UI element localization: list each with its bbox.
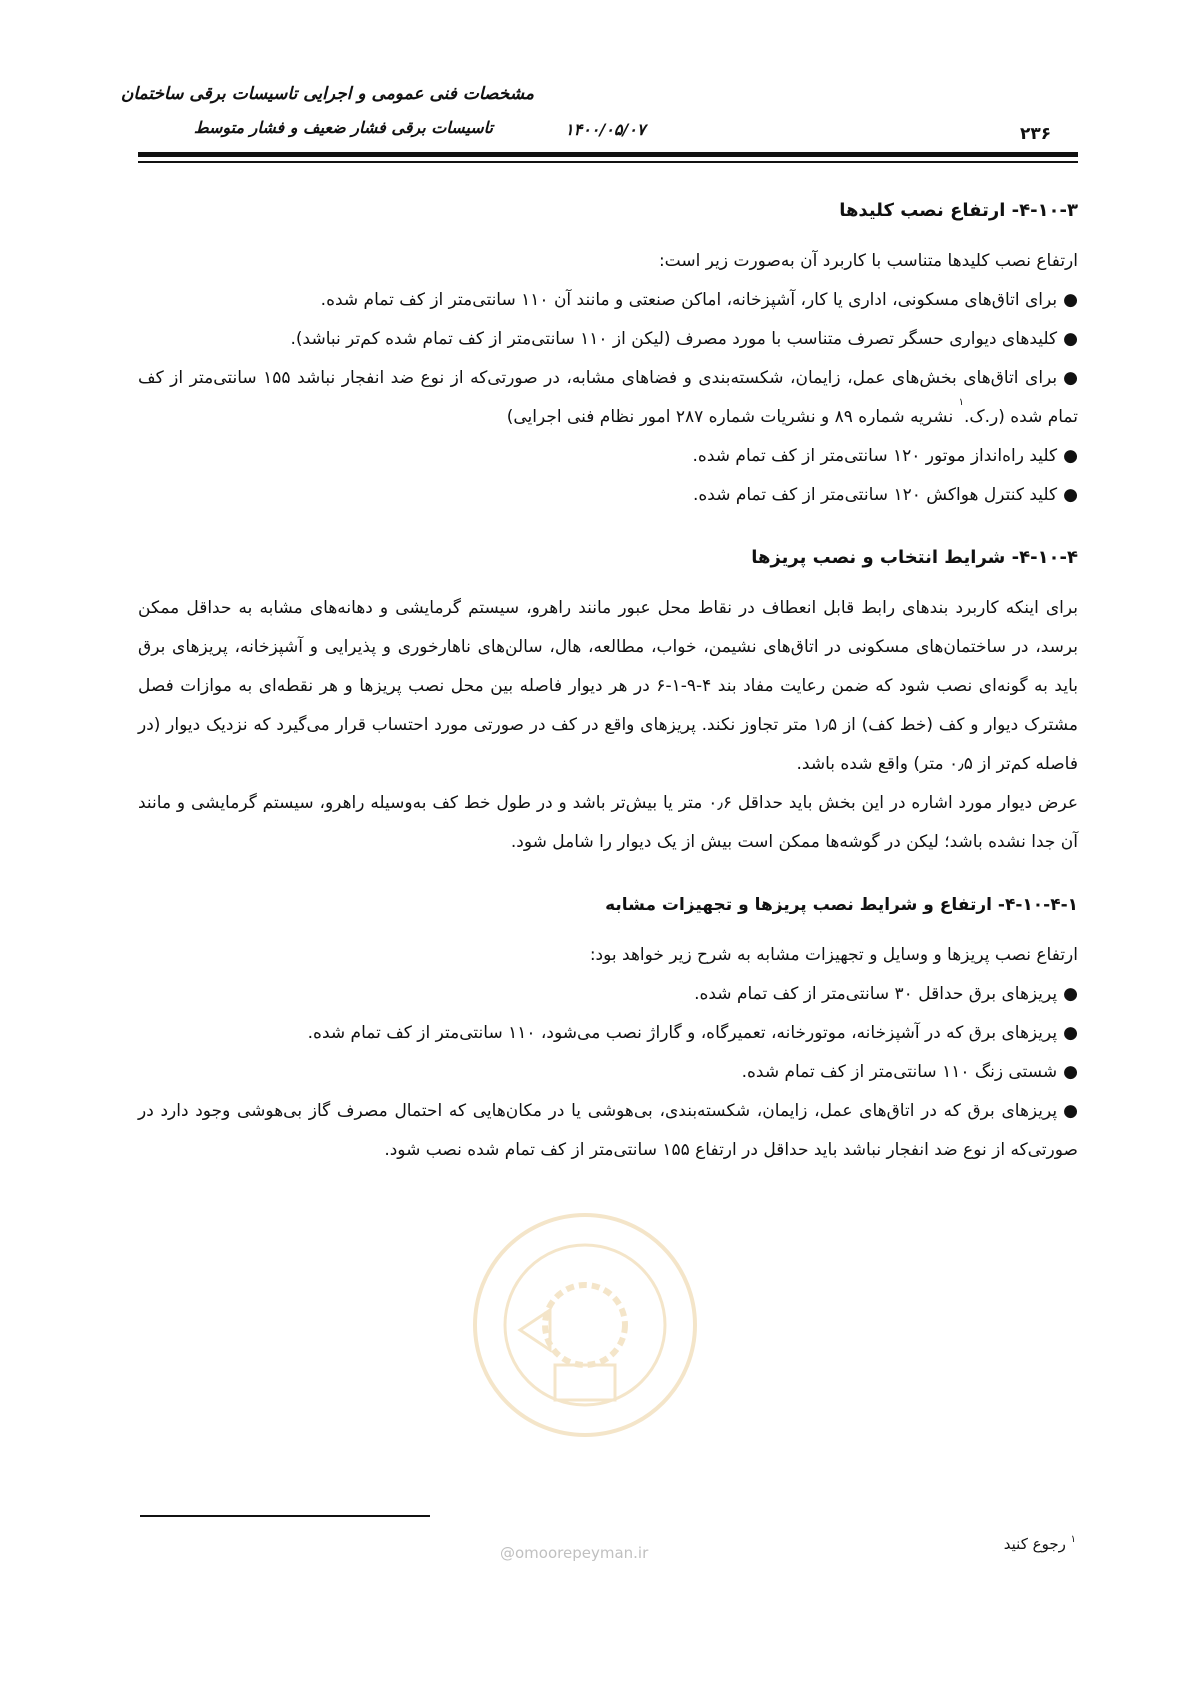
section-gap <box>138 515 1078 531</box>
header-rule-thin <box>138 161 1078 163</box>
list-item <box>138 320 1078 359</box>
bullet-icon: ● <box>1063 368 1078 388</box>
list-item <box>138 281 1078 320</box>
list-item-text: نشریه شماره ۸۹ و نشریات شماره ۲۸۷ امور نظام فنی اجرایی) <box>506 407 954 427</box>
list-item-text: کلیدهای دیواری حسگر تصرف متناسب با مورد مصرف (لیکن از ۱۱۰ سانتی‌متر از کف تمام شده کم‌تر نباشد). <box>290 329 1058 349</box>
list-item-text: شستی زنگ ۱۱۰ سانتی‌متر از کف تمام شده. <box>741 1062 1058 1082</box>
list-item-text: کلید کنترل هواکش ۱۲۰ سانتی‌متر از کف تمام شده. <box>692 485 1058 505</box>
list-item <box>138 1092 1078 1170</box>
section-gap <box>138 862 1078 878</box>
list-item <box>138 437 1078 476</box>
header-subtitle: تاسیسات برقی فشار ضعیف و فشار متوسط <box>193 118 493 137</box>
section-heading-4-10-3: ۴-۱۰-۳- ارتفاع نصب کلیدها <box>839 200 1078 221</box>
list-item-text: برای اتاق‌های مسکونی، اداری یا کار، آشپزخانه، اماکن صنعتی و مانند آن ۱۱۰ سانتی‌متر از کف تمام شده. <box>320 290 1058 310</box>
list-item <box>138 476 1078 515</box>
list-item <box>138 1014 1078 1053</box>
footnote-ref[interactable]: ۱ <box>958 397 964 408</box>
watermark-seal-icon <box>460 1200 710 1450</box>
list-item <box>138 359 1078 437</box>
list-item-text: برای اتاق‌های بخش‌های عمل، زایمان، شکسته‌بندی و فضاهای مشابه، در صورتی‌که از نوع ضد انفجار نباشد ۱۵۵ سانتی‌متر از کف تمام شده (ر.ک. <box>138 368 1078 427</box>
list-item-text: پریزهای برق حداقل ۳۰ سانتی‌متر از کف تمام شده. <box>694 984 1058 1004</box>
bullet-icon: ● <box>1063 1062 1078 1082</box>
paragraph: برای اینکه کاربرد بندهای رابط قابل انعطاف در نقاط محل عبور مانند راهرو، سیستم گرمایشی و دهانه‌های مشابه به حداقل ممکن برسد، در ساختمان‌های مسکونی در اتاق‌های نشیمن، خواب، مطالعه، هال، سالن‌های ناهارخوری و پذیرایی و آشپزخانه، پریزهای برق باید به گونه‌ای نصب شود که ضمن رعایت مفاد بند ۴-۹-۱-۶ در هر دیوار فاصله بین محل نصب پریزها و هر نقطه‌ای به موازات فصل مشترک دیوار و کف (خط کف) از ۱٫۵ متر تجاوز نکند. پریزهای واقع در کف در صورتی مورد احتساب قرار می‌گیرد که نزدیک دیوار (در فاصله کم‌تر از ۰٫۵ متر) واقع شده باشد. <box>138 598 1078 774</box>
footnote-number: ۱ <box>1070 1534 1076 1545</box>
page-number: ۲۳۶ <box>1020 124 1052 144</box>
list-item <box>138 1053 1078 1092</box>
paragraph: عرض دیوار مورد اشاره در این بخش باید حداقل ۰٫۶ متر یا بیش‌تر باشد و در طول خط کف به‌وسیله راهرو، سیستم گرمایشی و مانند آن جدا نشده باشد؛ لیکن در گوشه‌ها ممکن است بیش از یک دیوار را شامل شود. <box>138 793 1078 852</box>
list-item-text: کلید راه‌انداز موتور ۱۲۰ سانتی‌متر از کف تمام شده. <box>692 446 1058 466</box>
header-date: ۱۴۰۰/۰۵/۰۷ <box>565 120 646 139</box>
header-rule-thick <box>138 152 1078 157</box>
bullet-icon: ● <box>1063 329 1078 349</box>
header-title: مشخصات فنی عمومی و اجرایی تاسیسات برقی ساختمان <box>120 84 534 104</box>
bullet-icon: ● <box>1063 984 1078 1004</box>
section-heading-4-10-4: ۴-۱۰-۴- شرایط انتخاب و نصب پریزها <box>751 547 1078 568</box>
list-item <box>138 975 1078 1014</box>
body-content <box>138 184 1078 1170</box>
bullet-icon: ● <box>1063 1101 1078 1121</box>
section-intro: ارتفاع نصب کلیدها متناسب با کاربرد آن به‌صورت زیر است: <box>658 251 1078 271</box>
section-heading-4-10-4-1: ۴-۱۰-۴-۱- ارتفاع و شرایط نصب پریزها و تجهیزات مشابه <box>605 895 1078 915</box>
section-intro: ارتفاع نصب پریزها و وسایل و تجهیزات مشابه به شرح زیر خواهد بود: <box>589 945 1078 965</box>
watermark-site: @omoorepeyman.ir <box>500 1544 649 1562</box>
list-item-text: پریزهای برق که در اتاق‌های عمل، زایمان، شکسته‌بندی، بی‌هوشی یا در مکان‌هایی که احتمال مصرف گاز بی‌هوشی وجود دارد در صورتی‌که از نوع ضد انفجار نباشد باید حداقل در ارتفاع ۱۵۵ سانتی‌متر از کف تمام شده نصب شود. <box>138 1101 1078 1160</box>
bullet-icon: ● <box>1063 1023 1078 1043</box>
footnote-text: رجوع کنید <box>1003 1535 1066 1553</box>
bullet-icon: ● <box>1063 485 1078 505</box>
list-item-text: پریزهای برق که در آشپزخانه، موتورخانه، تعمیرگاه، و گاراژ نصب می‌شود، ۱۱۰ سانتی‌متر از کف تمام شده. <box>307 1023 1058 1043</box>
footnote <box>1004 1535 1076 1553</box>
bullet-icon: ● <box>1063 290 1078 310</box>
footnote-rule <box>140 1515 430 1517</box>
bullet-icon: ● <box>1063 446 1078 466</box>
